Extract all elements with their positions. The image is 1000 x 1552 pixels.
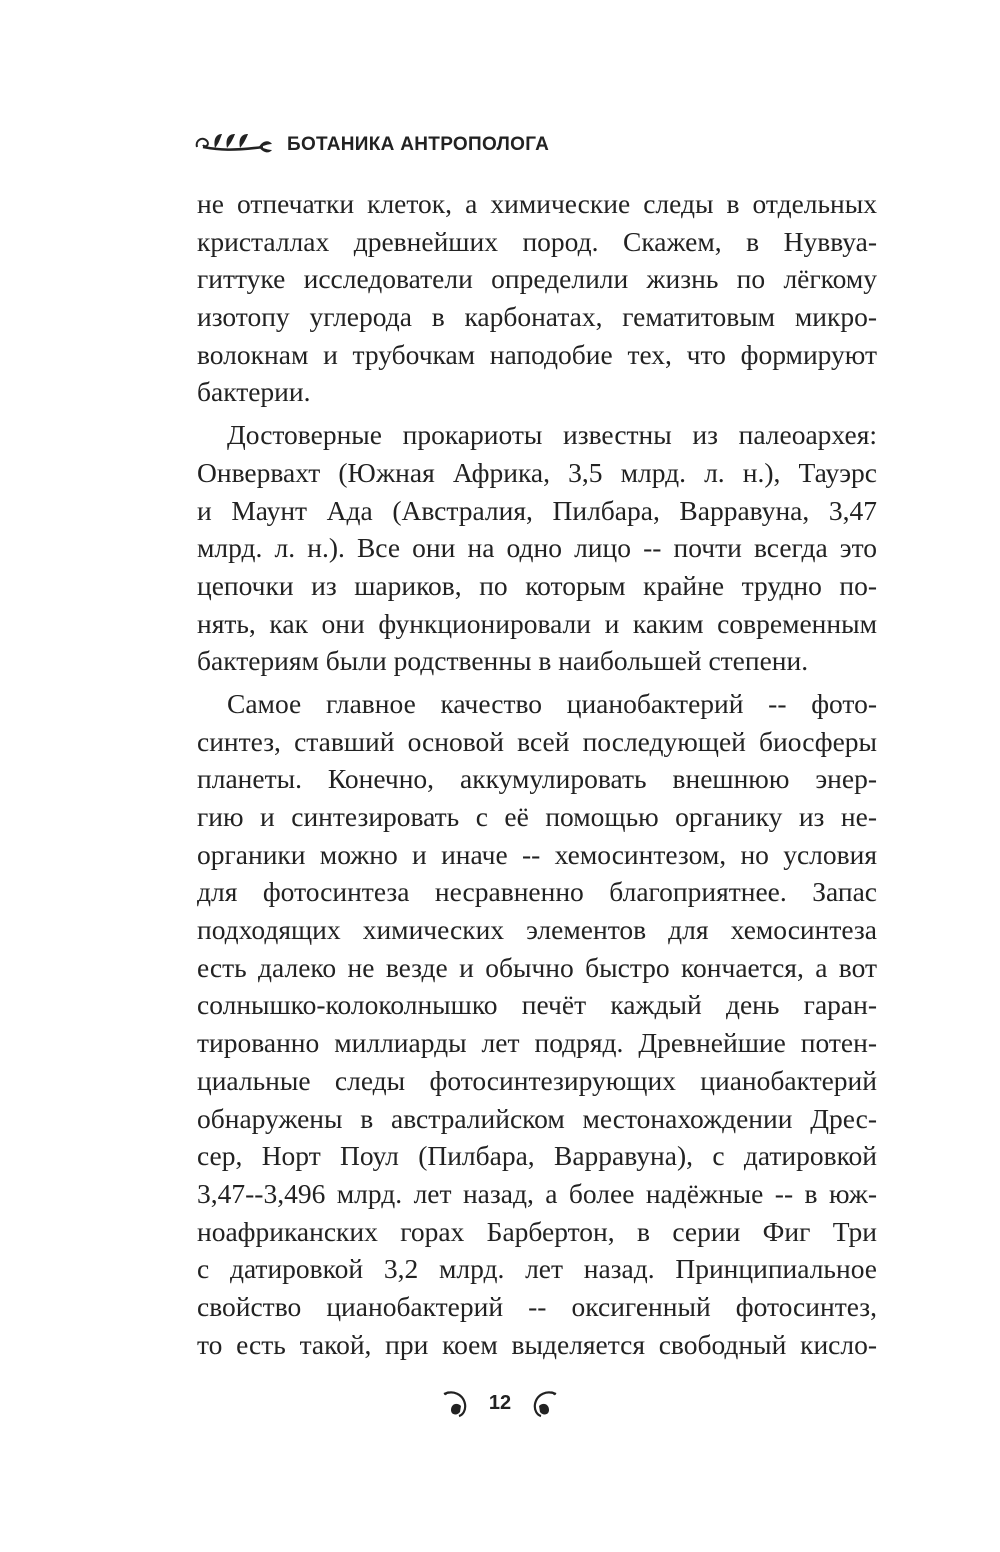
text-line: есть далеко не везде и обычно быстро кончается, а вот	[197, 951, 877, 983]
right-sprout-ornament-icon	[525, 1388, 559, 1418]
text-line: циальные следы фотосинтезирующих цианобактерий	[197, 1064, 877, 1096]
text-line: изотопу углерода в карбонатах, гематитовым микро-	[197, 301, 877, 333]
page-folio	[0, 1388, 1000, 1418]
text-line: с датировкой 3,2 млрд. лет назад. Принципиальное	[197, 1253, 877, 1285]
text-line: ноафриканских горах Барбертон, в серии Фиг Три	[197, 1215, 877, 1247]
paragraph	[197, 685, 877, 1363]
text-line: 3,47--3,496 млрд. лет назад, а более надёжные -- в юж-	[197, 1177, 877, 1209]
vine-ornament-icon	[193, 130, 275, 160]
page-body-text	[197, 185, 877, 1363]
text-line: планеты. Конечно, аккумулировать внешнюю энер-	[197, 763, 877, 795]
text-line: волокнам и трубочкам наподобие тех, что формируют	[197, 338, 877, 370]
text-line: свойство цианобактерий -- оксигенный фотосинтез,	[197, 1290, 877, 1322]
text-line: бактериям были родственны в наибольшей степени.	[197, 645, 809, 677]
text-line: цепочки из шариков, по которым крайне трудно по-	[197, 569, 877, 601]
text-line: то есть такой, при коем выделяется свободный кисло-	[197, 1328, 877, 1360]
text-line: Онвервахт (Южная Африка, 3,5 млрд. л. н.), Тауэрс	[197, 456, 877, 488]
page-number: 12	[488, 1391, 512, 1414]
text-line: Самое главное качество цианобактерий -- фото-	[227, 687, 877, 719]
text-line: синтез, ставший основой всей последующей биосферы	[197, 725, 877, 757]
text-line: нять, как они функционировали и каким современным	[197, 607, 877, 639]
paragraph	[197, 416, 877, 680]
text-line: обнаружены в австралийском местонахождении Дрес-	[197, 1102, 877, 1134]
text-line: тированно миллиарды лет подряд. Древнейшие потен-	[197, 1027, 877, 1059]
text-line: не отпечатки клеток, а химические следы в отдельных	[197, 188, 877, 219]
left-sprout-ornament-icon	[441, 1388, 475, 1418]
text-line: солнышко-колоколнышко печёт каждый день гаран-	[197, 989, 877, 1021]
text-line: органики можно и иначе -- хемосинтезом, но условия	[197, 838, 877, 870]
running-header	[193, 127, 549, 163]
text-line: бактерии.	[197, 376, 311, 408]
text-line: и Маунт Ада (Австралия, Пилбара, Варравуна, 3,47	[197, 494, 877, 526]
text-line: сер, Норт Поул (Пилбара, Варравуна), с датировкой	[197, 1140, 877, 1172]
text-line: Достоверные прокариоты известны из палеоархея:	[227, 419, 877, 451]
text-line: гию и синтезировать с её помощью органику из не-	[197, 801, 877, 832]
text-line: млрд. л. н.). Все они на одно лицо -- почти всегда это	[197, 532, 877, 564]
text-line: гиттуке исследователи определили жизнь по лёгкому	[197, 263, 877, 295]
text-line: подходящих химических элементов для хемосинтеза	[197, 914, 877, 946]
paragraph	[197, 185, 877, 411]
running-header-title: БОТАНИКА АНТРОПОЛОГА	[287, 134, 550, 155]
text-line: для фотосинтеза несравненно благоприятнее. Запас	[197, 876, 877, 908]
text-line: кристаллах древнейших пород. Скажем, в Нуввуа-	[197, 225, 877, 257]
